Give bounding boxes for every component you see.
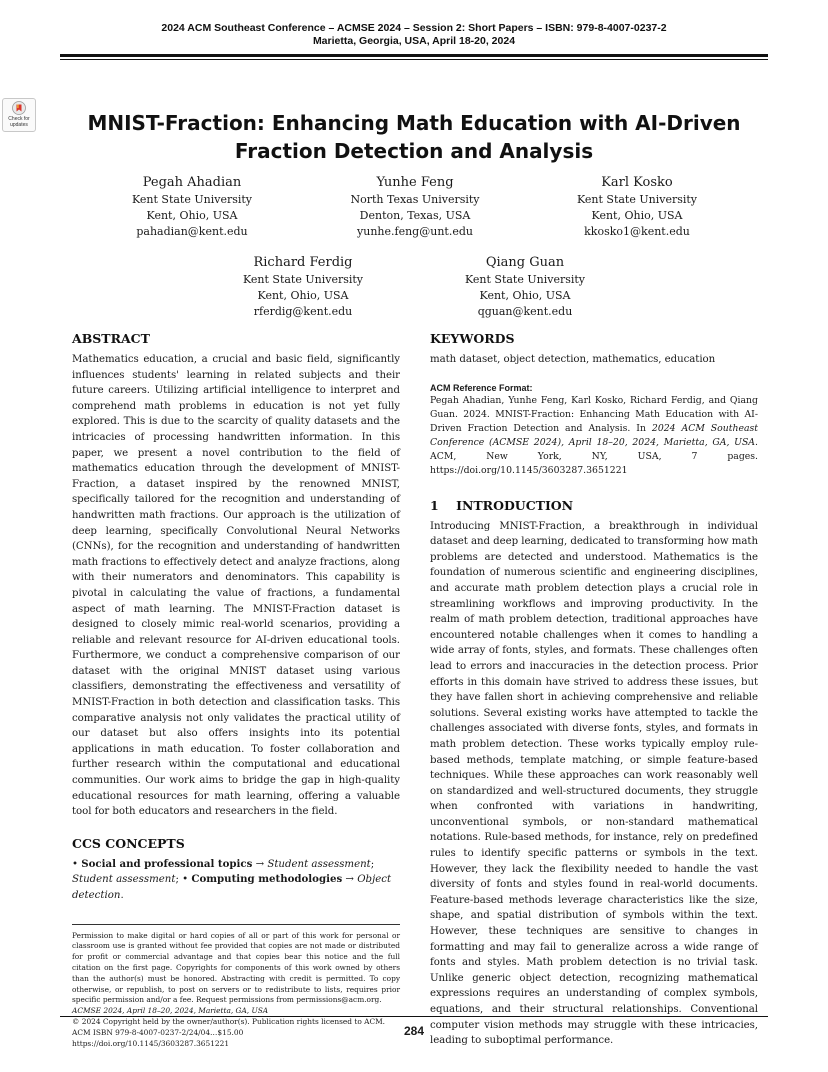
acm-reference (430, 394, 758, 478)
left-column (72, 330, 400, 1049)
ccs-arrow: → (252, 858, 268, 870)
author-name: Yunhe Feng (376, 175, 454, 190)
paper-title-line2: Fraction Detection and Analysis (234, 139, 594, 163)
doi-link[interactable]: https://doi.org/10.1145/3603287.3651221 (72, 1038, 230, 1048)
ccs-subconcept: Student assessment (267, 858, 371, 870)
introduction-heading: 1 INTRODUCTION (430, 497, 574, 513)
ccs-concept: Social and professional topics (81, 857, 253, 870)
author-affiliation: Kent State University (464, 273, 586, 286)
footnote-rule (72, 924, 400, 925)
author-email[interactable]: yunhe.feng@unt.edu (357, 225, 473, 238)
author-block (320, 174, 510, 240)
introduction-text: Introducing MNIST-Fraction, a breakthrough in individual dataset and deep learning, dedicated to transforming how math problems are detected and understood. Mathematics is the foundation of numerous scientific and engineering disciplines, and accurate math problem detection plays a crucial role in streamlining workflows and improving productivity. In the realm of math problem detection, traditional approaches have encountered notable challenges when it comes to handling a wide array of fonts, styles, and formats. These challenges often lead to errors and inaccuracies in the detection process. Prior efforts in this domain have strived to address these issues, but they have fallen short in achieving comprehensive and reliable solutions. Several existing works have attempted to tackle the challenges associated with diverse fonts, styles, and formats in math problem detection. These works typically employ rule-based methods, template matching, or simple feature-based techniques. While these approaches can work reasonably well on standardized and well-structured documents, they struggle when confronted with variations in handwriting, unconventional symbols, or non-standard mathematical notations. Rule-based methods, for instance, rely on predefined rules to identify specific patterns or symbols in the text. However, they lack the flexibility needed to handle the vast diversity of fonts and styles found in real-world documents. Feature-based methods leverage characteristics like the size, shape, and spatial distribution of symbols within the text. However, these techniques are sensitive to changes in formatting and may fail to generalize across a wide range of fonts and styles. Math problem detection is no trivial task. Unlike generic object detection, recognizing mathematical expressions requires an understanding of complex symbols, equations, and their structural relationships. Conventional computer vision methods may struggle with these intricacies, leading to suboptimal performance. (430, 520, 758, 1047)
check-for-updates-badge[interactable] (2, 98, 36, 132)
bookmark-icon (12, 101, 26, 117)
header-rule-thick (60, 54, 768, 57)
author-name: Richard Ferdig (253, 255, 353, 270)
conference-header-line1: 2024 ACM Southeast Conference – ACMSE 2024 – Session 2: Short Papers – ISBN: 979-8-4007-0237-2 (161, 22, 667, 34)
acm-reference-venue: 2024 ACM Southeast Conference (ACMSE 2024), April 18–20, 2024, Marietta, GA, USA (430, 422, 758, 448)
author-name: Pegah Ahadian (142, 175, 242, 190)
paper-title-line1: MNIST-Fraction: Enhancing Math Education with AI-Driven (87, 111, 741, 135)
author-affiliation: Kent State University (131, 193, 253, 206)
isbn-line: ACM ISBN 979-8-4007-0237-2/24/04…$15.00 (72, 1027, 244, 1037)
ccs-heading: CCS CONCEPTS (72, 835, 185, 851)
author-name: Qiang Guan (485, 255, 565, 270)
author-location: Denton, Texas, USA (359, 209, 471, 222)
keywords-text: math dataset, object detection, mathematics, education (430, 354, 716, 365)
right-column (430, 330, 758, 1049)
footer-rule (60, 1016, 768, 1017)
ccs-separator: ; (370, 858, 375, 870)
author-affiliation: Kent State University (242, 273, 364, 286)
author-email[interactable]: rferdig@kent.edu (253, 305, 353, 318)
ccs-bullet: • (72, 858, 82, 870)
permission-notice: Permission to make digital or hard copies of all or part of this work for personal or classroom use is granted without fee provided that copies are not made or distributed for profit or commercial advantage and that copies bear this notice and the full citation on the first page. Copyrights for components of this work owned by others than the author(s) must be honored. Abstracting with credit is permitted. To copy otherwise, or republish, to post on servers or to redistribute to lists, requires prior specific permission and/or a fee. Request permissions from permissions@acm.org. (72, 930, 400, 1005)
author-location: Kent, Ohio, USA (479, 289, 571, 302)
author-affiliation: North Texas University (350, 193, 480, 206)
keywords-heading: KEYWORDS (430, 331, 515, 346)
author-email[interactable]: qguan@kent.edu (477, 305, 573, 318)
author-location: Kent, Ohio, USA (591, 209, 683, 222)
author-block (97, 174, 287, 240)
author-affiliation: Kent State University (576, 193, 698, 206)
acm-reference-text: . ACM, New York, NY, USA, 7 pages. https://doi.org/10.1145/3603287.3651221 (430, 436, 758, 476)
ccs-concept: Computing methodologies (191, 873, 343, 886)
ccs-period: . (120, 890, 124, 901)
author-email[interactable]: kkosko1@kent.edu (584, 225, 690, 238)
ccs-concepts (72, 857, 400, 904)
author-location: Kent, Ohio, USA (146, 209, 238, 222)
author-email[interactable]: pahadian@kent.edu (136, 225, 248, 238)
venue-line: ACMSE 2024, April 18–20, 2024, Marietta, GA, USA (72, 1006, 269, 1016)
author-block (542, 174, 732, 240)
acm-reference-heading: ACM Reference Format: (430, 382, 533, 393)
page-number: 284 (403, 1024, 425, 1038)
abstract-heading: ABSTRACT (72, 331, 150, 346)
abstract-text: Mathematics education, a crucial and basic field, significantly influences students' learning in related subjects and their future careers. Utilizing artificial intelligence to interpret and comprehend math problems in education is not yet fully explored. This is due to the scarcity of quality datasets and the intricacies of processing handwritten information. In this paper, we present a novel contribution to the field of mathematics education through the development of MNIST-Fraction, a dataset inspired by the renowned MNIST, specifically tailored for the recognition and understanding of handwritten math fractions. Our approach is the utilization of deep learning, specifically Convolutional Neural Networks (CNNs), for the recognition and understanding of handwritten math fractions to effectively detect and analyze fractions, along with their numerators and denominators. This capability is pivotal in calculating the value of fractions, a fundamental aspect of math learning. The MNIST-Fraction dataset is designed to closely mimic real-world scenarios, providing a reliable and relevant resource for AI-driven educational tools. Furthermore, we conduct a comprehensive comparison of our dataset with the original MNIST dataset using various classifiers, demonstrating the effectiveness and versatility of MNIST-Fraction in both detection and classification tasks. This comparative analysis not only validates the practical utility of our dataset but also offers insights into its potential applications in math education. To foster collaboration and further research within the computational and educational communities. Our work aims to bridge the gap in high-quality educational resources for math learning, offering a valuable tool for both educators and researchers in the field. (72, 354, 400, 818)
conference-header (60, 22, 768, 48)
header-rule-thin (60, 59, 768, 60)
author-block (430, 254, 620, 320)
copyright-line: © 2024 Copyright held by the owner/author(s). Publication rights licensed to ACM. (72, 1016, 386, 1026)
badge-label-line1: Check for (8, 116, 30, 122)
paper-title (80, 109, 748, 165)
author-block (208, 254, 398, 320)
acm-reference-text: Pegah Ahadian, Yunhe Feng, Karl Kosko, Richard Ferdig, and Qiang Guan. 2024. MNIST-Fraction: Enhancing Math Education with AI-Driven Fraction Detection and Analysis. In (430, 394, 758, 434)
ccs-subconcept: Object detection (72, 874, 392, 901)
ccs-arrow: → (342, 874, 358, 886)
conference-header-line2: Marietta, Georgia, USA, April 18-20, 2024 (312, 35, 516, 47)
ccs-subconcept: Student assessment (72, 874, 176, 886)
ccs-separator: ; (175, 874, 183, 886)
author-name: Karl Kosko (601, 175, 673, 190)
badge-label-line2: updates (10, 121, 28, 128)
ccs-bullet: • (182, 874, 192, 886)
author-location: Kent, Ohio, USA (257, 289, 349, 302)
